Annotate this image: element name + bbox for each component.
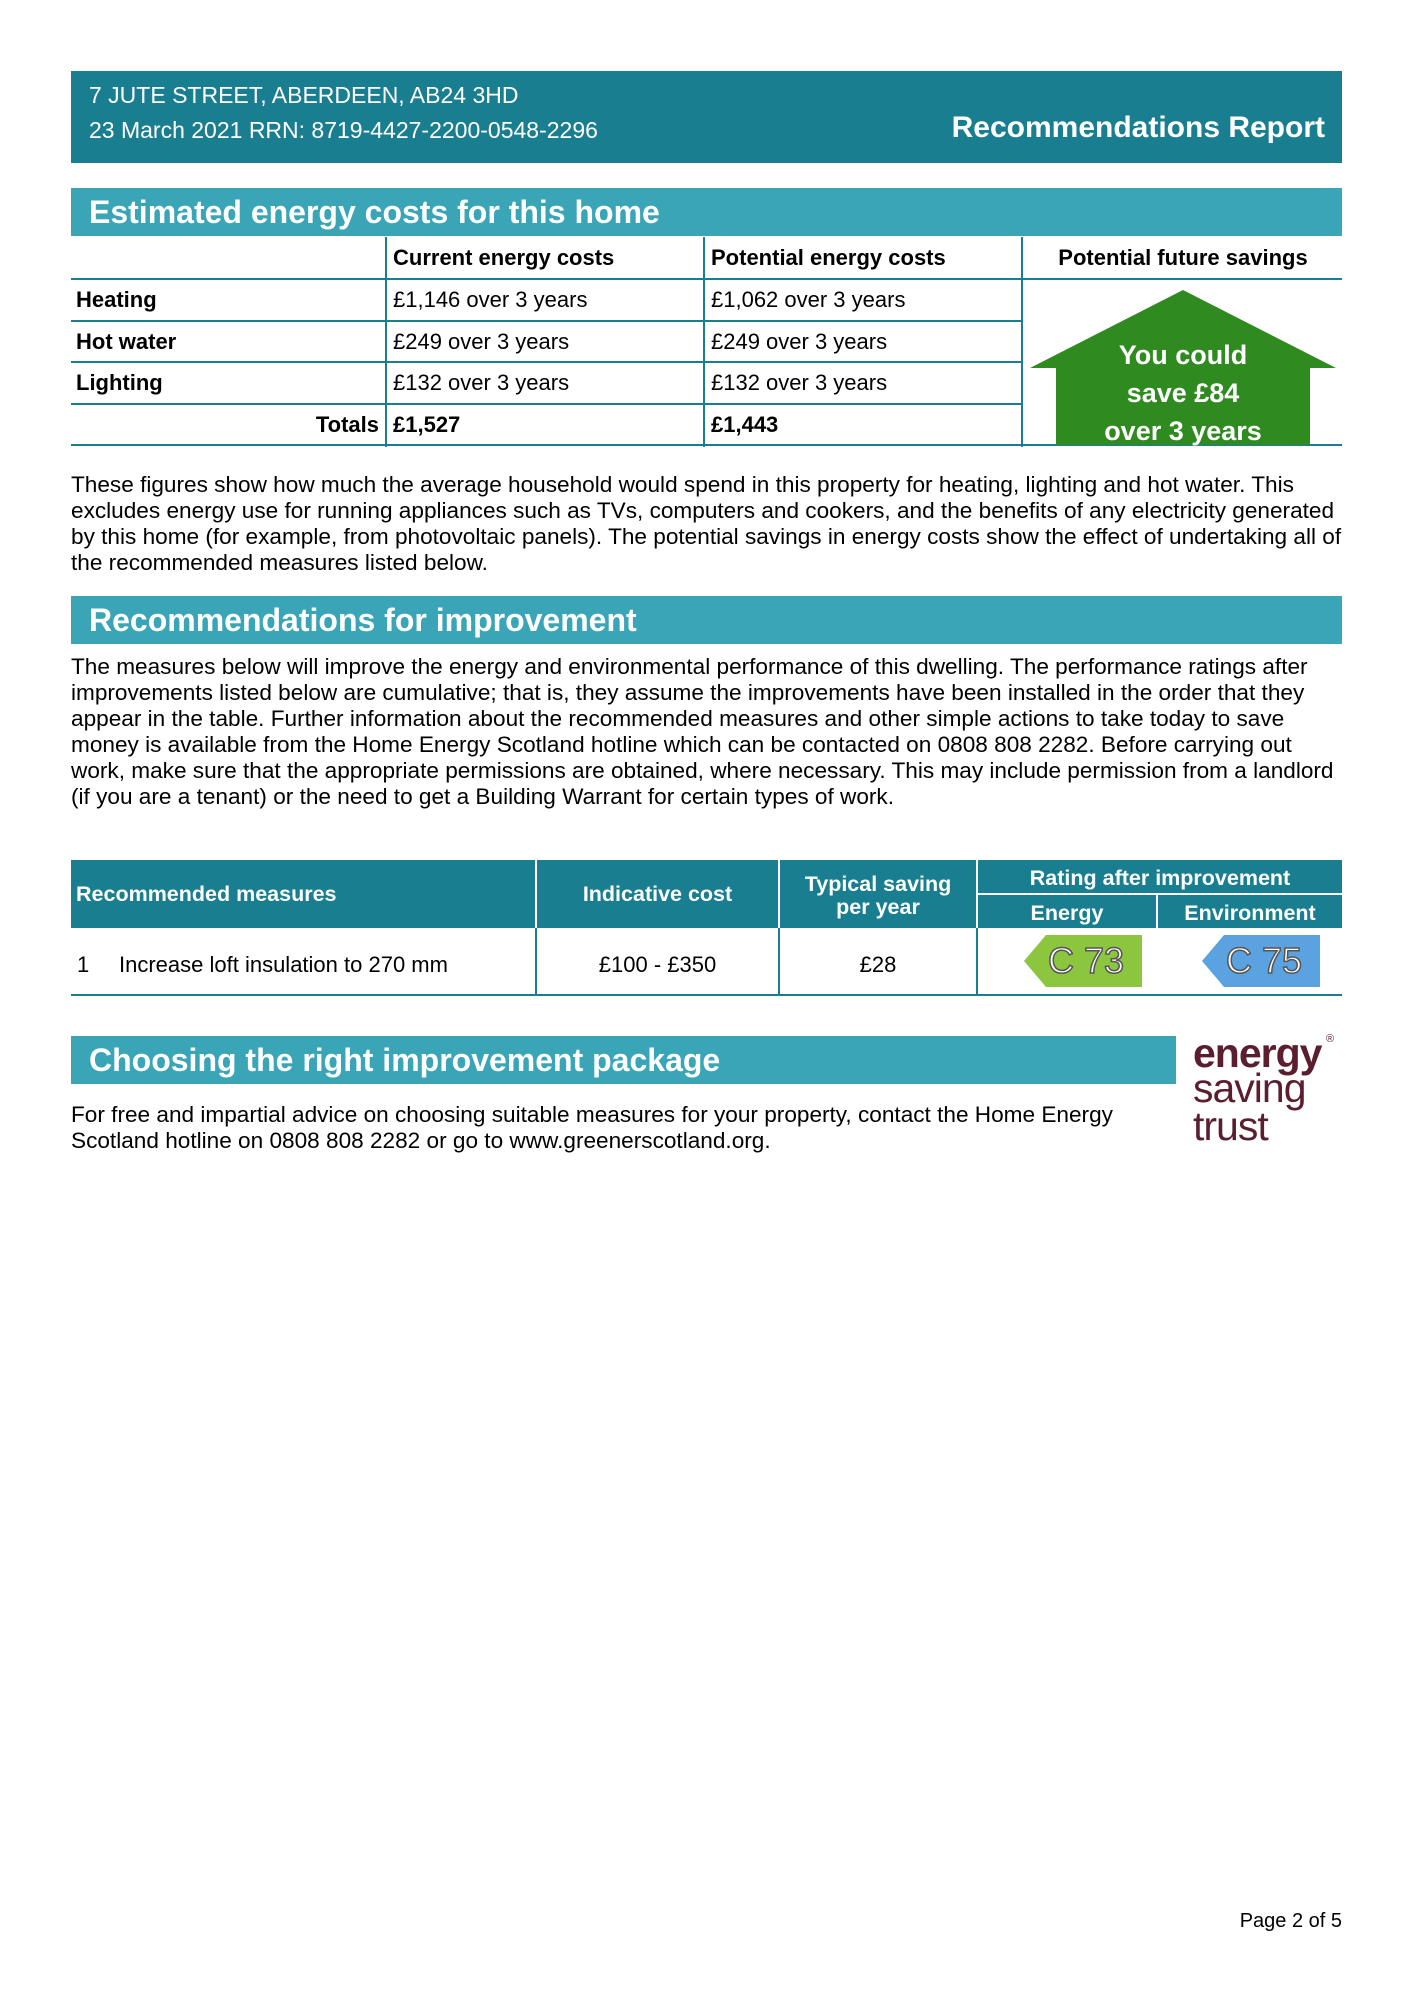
- header-energy-label: Energy: [1030, 901, 1104, 925]
- section-heading-improvement-package: Choosing the right improvement package: [71, 1036, 1176, 1084]
- row-label-hot-water: Hot water: [76, 329, 177, 354]
- totals-current: £1,527: [393, 412, 461, 437]
- report-header: [71, 71, 1342, 163]
- measure-number: 1: [77, 952, 90, 977]
- totals-potential: £1,443: [711, 412, 779, 437]
- header-recommended-measures: [71, 860, 535, 928]
- header-rating-label: Rating after improvement: [1029, 866, 1291, 890]
- property-address: 7 JUTE STREET, ABERDEEN, AB24 3HD: [89, 82, 519, 108]
- section-heading-recommendations: Recommendations for improvement: [71, 596, 1342, 644]
- header-future-savings: Potential future savings: [1058, 245, 1308, 270]
- header-current-costs: Current energy costs: [393, 245, 615, 270]
- header-indicative-cost: [537, 860, 778, 928]
- logo-word-trust: trust: [1193, 1103, 1268, 1149]
- heating-potential: £1,062 over 3 years: [711, 287, 906, 312]
- recommended-measures-table: [71, 860, 1342, 1000]
- header-energy: [978, 895, 1156, 928]
- row-label-heating: Heating: [76, 287, 157, 312]
- lighting-potential: £132 over 3 years: [711, 370, 888, 395]
- energy-saving-trust-logo: [1193, 1030, 1343, 1150]
- column-divider: [385, 237, 387, 447]
- report-title: Recommendations Report: [951, 111, 1325, 144]
- energy-rating-value: C 73: [1048, 940, 1125, 981]
- header-recommended-measures-label: Recommended measures: [76, 882, 337, 906]
- measure-description: Increase loft insulation to 270 mm: [119, 952, 448, 977]
- hot-water-potential: £249 over 3 years: [711, 329, 888, 354]
- energy-costs-table: [71, 237, 1342, 447]
- costs-explanation: These figures show how much the average household would spend in this property for heating, lighting and hot water. This excludes energy use for running appliances such as TVs, computers and cookers, and the benefits of any electricity generated by this home (for example, from photovoltaic panels). The potential savings in energy costs show the effect of undertaking all of the recommended measures listed below.: [71, 472, 1342, 575]
- page-number: Page 2 of 5: [1239, 1910, 1342, 1932]
- column-divider: [1021, 237, 1023, 447]
- savings-line-1: You could: [1118, 340, 1248, 370]
- heating-current: £1,146 over 3 years: [393, 287, 588, 312]
- header-indicative-cost-label: Indicative cost: [582, 882, 733, 906]
- header-environment-label: Environment: [1184, 901, 1316, 925]
- header-rating-after-improvement: [978, 860, 1342, 893]
- totals-label: Totals: [315, 412, 379, 437]
- column-divider: [976, 928, 978, 995]
- header-environment: [1158, 895, 1342, 928]
- row-divider: [71, 994, 1342, 996]
- header-typical-saving-line-1: Typical saving: [804, 872, 952, 896]
- row-divider: [71, 278, 1342, 280]
- column-divider: [703, 237, 705, 447]
- energy-rating-badge: [1024, 935, 1142, 987]
- measure-cost: £100 - £350: [598, 952, 717, 977]
- lighting-current: £132 over 3 years: [393, 370, 570, 395]
- environment-rating-badge: [1202, 935, 1320, 987]
- measure-saving: £28: [859, 952, 897, 977]
- header-typical-saving: [780, 860, 976, 928]
- savings-line-3: over 3 years: [1104, 416, 1262, 446]
- logo-word-energy: energy: [1193, 1030, 1322, 1076]
- recommendations-intro: The measures below will improve the energy and environmental performance of this dwelling. The performance ratings after improvements listed below are cumulative; that is, they assume the improvements have been installed in the order that they appear in the table. Further information about the recommended measures and other simple actions to take today to save money is available from the Home Energy Scotland hotline which can be contacted on 0808 808 2282. Before carrying out work, make sure that the appropriate permissions are obtained, where necessary. This may include permission from a landlord (if you are a tenant) or the need to get a Building Warrant for certain types of work.: [71, 654, 1334, 809]
- environment-rating-value: C 75: [1226, 940, 1303, 981]
- section-heading-energy-costs: Estimated energy costs for this home: [71, 188, 1342, 236]
- date-rrn: 23 March 2021 RRN: 8719-4427-2200-0548-2296: [89, 117, 598, 143]
- header-potential-costs: Potential energy costs: [711, 245, 946, 270]
- logo-registered-mark: ®: [1326, 1033, 1335, 1045]
- header-typical-saving-line-2: per year: [836, 895, 920, 919]
- row-label-lighting: Lighting: [76, 370, 163, 395]
- savings-callout: [1030, 336, 1336, 450]
- savings-line-2: save £84: [1126, 378, 1240, 408]
- hot-water-current: £249 over 3 years: [393, 329, 570, 354]
- logo-word-saving: saving: [1193, 1065, 1306, 1111]
- package-advice-text: For free and impartial advice on choosing suitable measures for your property, contact the Home Energy Scotland hotline on 0808 808 2282 or go to www.greenerscotland.org.: [71, 1102, 1113, 1153]
